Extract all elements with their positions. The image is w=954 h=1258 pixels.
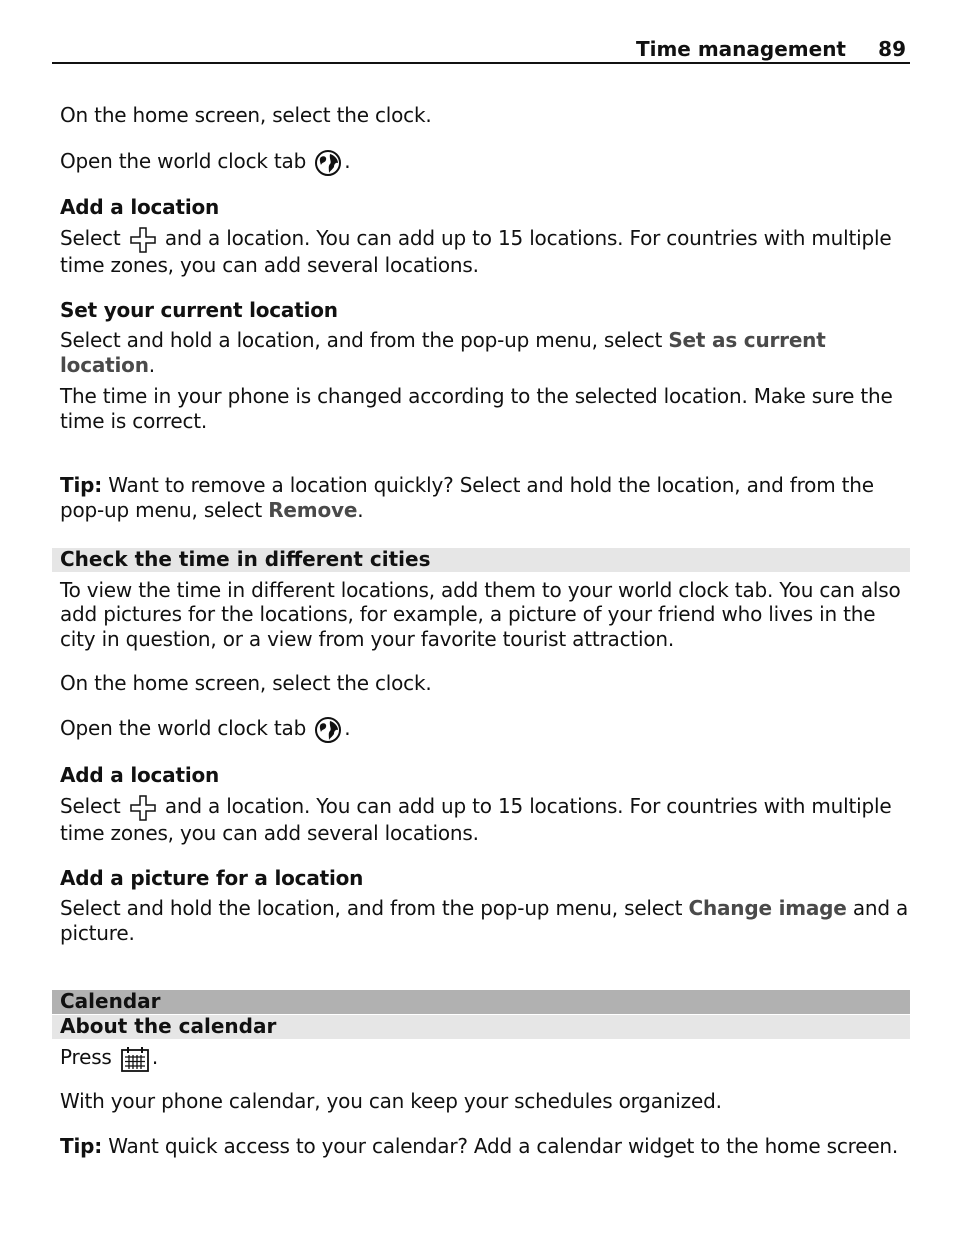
paragraph: Select and a location. You can add up to 15 locations. For countries with multiple bbox=[60, 225, 891, 254]
tip: pop-up menu, select Remove. bbox=[60, 498, 364, 522]
paragraph: The time in your phone is changed according to the selected location. Make sure the bbox=[60, 384, 893, 408]
menu-option-change-image: Change image bbox=[688, 896, 847, 920]
tip: Tip: Want quick access to your calendar? Add a calendar widget to the home screen. bbox=[60, 1134, 899, 1158]
paragraph: time is correct. bbox=[60, 409, 208, 433]
calendar-icon bbox=[120, 1045, 150, 1073]
tip: Tip: Want to remove a location quickly? Select and hold the location, and from the bbox=[60, 473, 874, 497]
paragraph: time zones, you can add several locations. bbox=[60, 821, 479, 845]
paragraph: city in question, or a view from your favorite tourist attraction. bbox=[60, 627, 675, 651]
paragraph: time zones, you can add several locations. bbox=[60, 253, 479, 277]
subheading-add-location: Add a location bbox=[60, 195, 220, 219]
paragraph: add pictures for the locations, for example, a picture of your friend who lives in the bbox=[60, 602, 876, 626]
menu-option-remove: Remove bbox=[268, 498, 358, 522]
menu-option-set-as-current: Set as current bbox=[668, 328, 826, 352]
header-rule bbox=[52, 62, 910, 64]
subheading-add-location: Add a location bbox=[60, 763, 220, 787]
paragraph: Open the world clock tab . bbox=[60, 148, 350, 177]
section-title: Time management bbox=[635, 37, 846, 61]
add-icon bbox=[129, 794, 157, 822]
paragraph: Select and hold the location, and from the pop-up menu, select Change image and a bbox=[60, 896, 909, 920]
globe-icon bbox=[314, 149, 342, 177]
section-heading-cities: Check the time in different cities bbox=[52, 548, 910, 572]
paragraph: Select and hold a location, and from the pop-up menu, select Set as current bbox=[60, 328, 826, 352]
paragraph: Select and a location. You can add up to 15 locations. For countries with multiple bbox=[60, 793, 891, 822]
paragraph: Press . bbox=[60, 1044, 158, 1073]
paragraph: picture. bbox=[60, 921, 135, 945]
section-heading-calendar: Calendar bbox=[52, 990, 910, 1014]
subheading-current-location: Set your current location bbox=[60, 298, 338, 322]
paragraph: Open the world clock tab . bbox=[60, 715, 350, 744]
paragraph: To view the time in different locations, add them to your world clock tab. You can also bbox=[60, 578, 901, 602]
paragraph: location. bbox=[60, 353, 155, 377]
paragraph: On the home screen, select the clock. bbox=[60, 103, 432, 127]
subsection-heading-about-calendar: About the calendar bbox=[52, 1015, 910, 1039]
page-number: 89 bbox=[878, 37, 906, 61]
subheading-add-picture: Add a picture for a location bbox=[60, 866, 364, 890]
paragraph: With your phone calendar, you can keep your schedules organized. bbox=[60, 1089, 722, 1113]
paragraph: On the home screen, select the clock. bbox=[60, 671, 432, 695]
globe-icon bbox=[314, 716, 342, 744]
add-icon bbox=[129, 226, 157, 254]
